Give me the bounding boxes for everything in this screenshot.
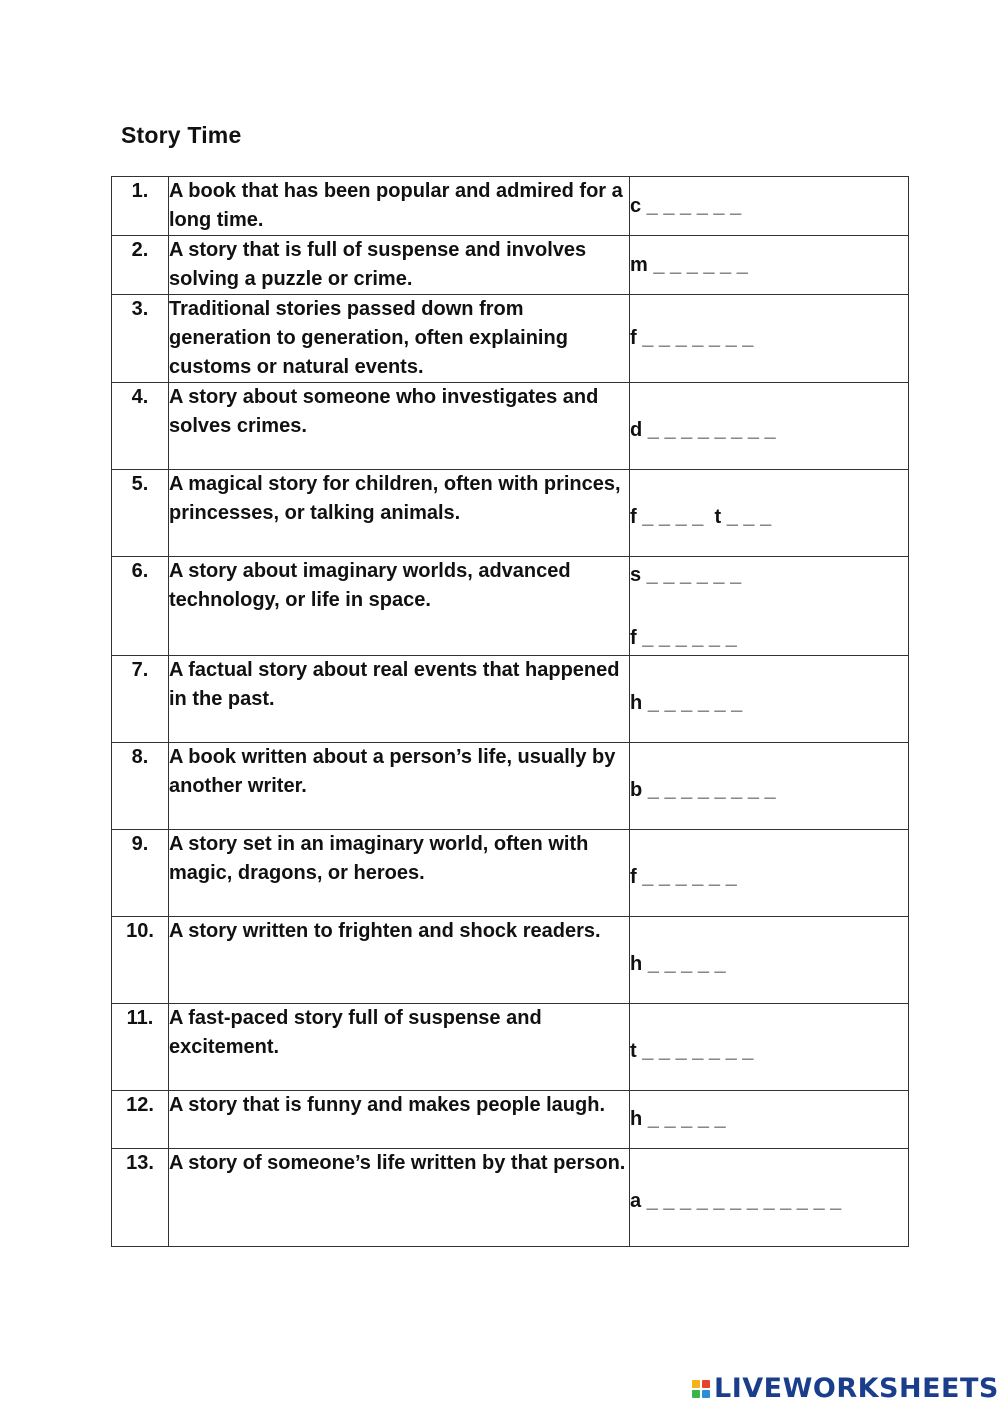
table-row <box>112 295 909 383</box>
question-number: 13. <box>112 1149 169 1247</box>
table-row <box>112 557 909 656</box>
logo-tile <box>702 1380 710 1388</box>
question-description: A book that has been popular and admired for a long time. <box>169 177 630 236</box>
answer-cell[interactable] <box>630 236 909 295</box>
table-row <box>112 917 909 1004</box>
question-number: 1. <box>112 177 169 236</box>
question-description: A factual story about real events that happened in the past. <box>169 656 630 743</box>
table-row <box>112 1004 909 1091</box>
brand-name: LIVEWORKSHEETS <box>714 1373 999 1404</box>
question-number: 8. <box>112 743 169 830</box>
table-row <box>112 656 909 743</box>
question-description: A story written to frighten and shock readers. <box>169 917 630 1004</box>
question-description: A story that is funny and makes people laugh. <box>169 1091 630 1149</box>
answer-cell[interactable] <box>630 743 909 830</box>
question-number: 3. <box>112 295 169 383</box>
liveworksheets-logo <box>692 1373 999 1404</box>
question-number: 4. <box>112 383 169 470</box>
answer-blank[interactable]: f _ _ _ _ _ _ _ <box>630 327 754 349</box>
answer-blank[interactable]: h _ _ _ _ _ _ <box>630 692 743 714</box>
table-row <box>112 470 909 557</box>
question-number: 7. <box>112 656 169 743</box>
table-row <box>112 743 909 830</box>
question-description: A story about someone who investigates and solves crimes. <box>169 383 630 470</box>
logo-tile <box>692 1380 700 1388</box>
table-row <box>112 236 909 295</box>
answer-blank[interactable]: a _ _ _ _ _ _ _ _ _ _ _ _ <box>630 1190 842 1212</box>
answer-blank[interactable]: f _ _ _ _ _ _ <box>630 866 737 888</box>
answer-spacer <box>630 590 908 624</box>
question-description: A magical story for children, often with princes, princesses, or talking animals. <box>169 470 630 557</box>
table-row <box>112 383 909 470</box>
answer-blank[interactable]: d _ _ _ _ _ _ _ _ <box>630 419 776 441</box>
logo-tile <box>702 1390 710 1398</box>
answer-cell[interactable] <box>630 177 909 236</box>
table-row <box>112 1149 909 1247</box>
question-number: 2. <box>112 236 169 295</box>
question-description: Traditional stories passed down from generation to generation, often explaining customs or natural events. <box>169 295 630 383</box>
vocabulary-table <box>111 176 909 1247</box>
table-row <box>112 177 909 236</box>
answer-blank[interactable]: t _ _ _ _ _ _ _ <box>630 1040 754 1062</box>
answer-blank[interactable]: h _ _ _ _ _ <box>630 1108 726 1130</box>
question-description: A fast-paced story full of suspense and excitement. <box>169 1004 630 1091</box>
answer-cell[interactable] <box>630 1149 909 1247</box>
question-description: A book written about a person’s life, usually by another writer. <box>169 743 630 830</box>
question-number: 11. <box>112 1004 169 1091</box>
answer-blank[interactable]: b _ _ _ _ _ _ _ _ <box>630 779 776 801</box>
answer-cell[interactable] <box>630 917 909 1004</box>
answer-cell[interactable] <box>630 830 909 917</box>
answer-cell[interactable] <box>630 470 909 557</box>
table-row <box>112 830 909 917</box>
page-title: Story Time <box>121 122 242 148</box>
answer-cell[interactable] <box>630 656 909 743</box>
question-description: A story about imaginary worlds, advanced technology, or life in space. <box>169 557 630 656</box>
answer-blank[interactable]: c _ _ _ _ _ _ <box>630 194 742 217</box>
question-number: 12. <box>112 1091 169 1149</box>
answer-blank[interactable]: h _ _ _ _ _ <box>630 953 726 975</box>
question-number: 5. <box>112 470 169 557</box>
logo-mark-icon <box>692 1380 710 1398</box>
question-description: A story set in an imaginary world, often with magic, dragons, or heroes. <box>169 830 630 917</box>
answer-blank[interactable]: m _ _ _ _ _ _ <box>630 253 748 276</box>
answer-blank[interactable]: f _ _ _ _ t _ _ _ <box>630 506 772 528</box>
answer-cell[interactable] <box>630 295 909 383</box>
question-number: 6. <box>112 557 169 656</box>
question-description: A story that is full of suspense and involves solving a puzzle or crime. <box>169 236 630 295</box>
logo-tile <box>692 1390 700 1398</box>
question-number: 10. <box>112 917 169 1004</box>
answer-blank[interactable]: f _ _ _ _ _ _ <box>630 627 737 649</box>
answer-blank[interactable]: s _ _ _ _ _ _ <box>630 564 742 586</box>
answer-cell[interactable] <box>630 383 909 470</box>
answer-cell[interactable] <box>630 1091 909 1149</box>
table-row <box>112 1091 909 1149</box>
answer-cell[interactable] <box>630 1004 909 1091</box>
question-number: 9. <box>112 830 169 917</box>
question-description: A story of someone’s life written by that person. <box>169 1149 630 1247</box>
answer-cell[interactable] <box>630 557 909 656</box>
